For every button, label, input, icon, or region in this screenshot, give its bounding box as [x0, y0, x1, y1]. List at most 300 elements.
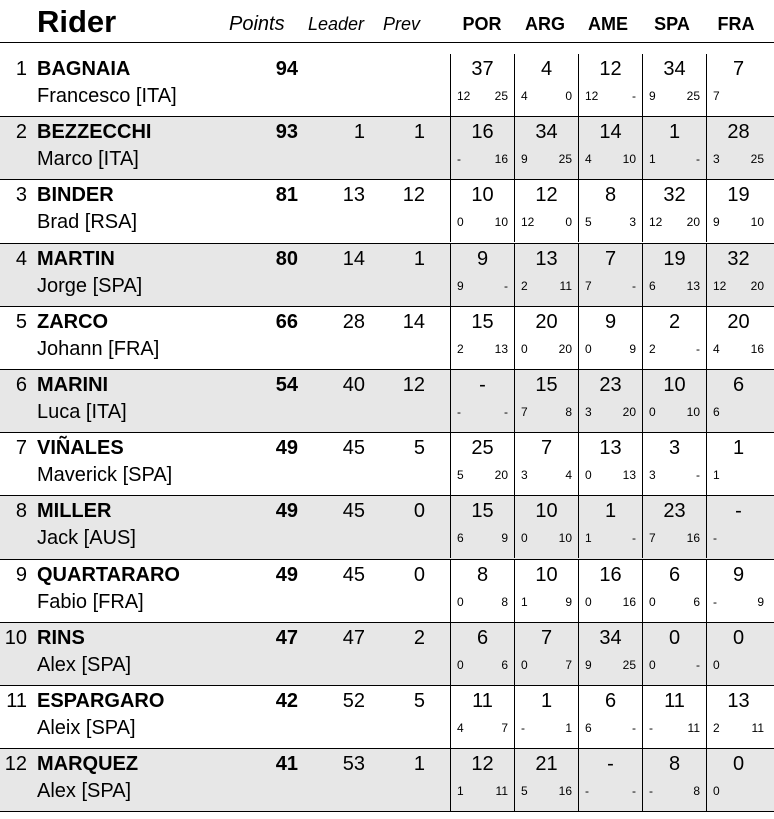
- race-result-cell: [514, 749, 578, 811]
- gap-to-previous: 0: [413, 500, 425, 523]
- rider-firstname-country: Aleix [SPA]: [37, 716, 136, 739]
- race-result-cell: [578, 307, 642, 369]
- race-total: 32: [663, 184, 686, 207]
- race-column-header-arg: ARG: [525, 14, 565, 34]
- race-sprint-points: 0: [457, 657, 464, 672]
- race-sprint-points: 5: [521, 784, 528, 799]
- race-main-points: 0: [565, 89, 572, 103]
- race-main-points: 25: [686, 89, 700, 103]
- race-result-cell: [514, 117, 578, 179]
- race-result-cell: [578, 244, 642, 306]
- race-sprint-points: -: [457, 152, 461, 167]
- race-result-cell: [450, 307, 514, 369]
- rider-surname: RINS: [37, 626, 85, 649]
- rider-position: 6: [15, 373, 27, 396]
- race-main-points: 3: [629, 215, 636, 230]
- race-result-cell: [642, 180, 706, 242]
- rider-firstname-country: Fabio [FRA]: [37, 590, 144, 613]
- race-sprint-points: 6: [649, 278, 656, 293]
- race-total: 1: [732, 437, 745, 460]
- rider-surname: MARTIN: [37, 247, 115, 270]
- race-total: 28: [727, 121, 750, 144]
- rider-position: 11: [6, 689, 27, 712]
- rider-position: 2: [15, 121, 27, 144]
- race-result-cell: [450, 496, 514, 558]
- race-result-cell: [578, 370, 642, 432]
- race-main-points: 25: [494, 89, 508, 103]
- rider-firstname-country: Marco [ITA]: [37, 148, 139, 171]
- table-row: [0, 370, 774, 433]
- race-sprint-points: -: [457, 404, 461, 419]
- table-row: [0, 433, 774, 496]
- gap-to-leader: 28: [342, 310, 365, 333]
- race-main-points: 16: [494, 152, 508, 167]
- race-result-cell: [450, 560, 514, 622]
- race-main-points: 13: [686, 278, 700, 293]
- race-result-cell: [706, 496, 770, 558]
- table-row: [0, 180, 774, 243]
- race-result-cell: [642, 117, 706, 179]
- race-main-points: 25: [558, 152, 572, 167]
- table-row: [0, 749, 774, 812]
- race-main-points: 20: [686, 215, 700, 230]
- rider-points: 41: [275, 753, 298, 776]
- gap-to-leader: 14: [342, 247, 365, 270]
- race-sprint-points: 0: [457, 215, 464, 230]
- gap-to-leader: 45: [342, 500, 365, 523]
- race-sprint-points: 0: [521, 531, 528, 546]
- race-result-cell: [578, 749, 642, 811]
- race-total: 6: [604, 689, 617, 712]
- table-row: [0, 496, 774, 559]
- race-total: -: [479, 373, 486, 396]
- race-total: 10: [535, 563, 558, 586]
- race-main-points: -: [632, 720, 636, 735]
- race-total: 11: [472, 689, 493, 712]
- race-sprint-points: 0: [713, 657, 720, 672]
- race-total: 4: [540, 58, 553, 80]
- race-result-cell: [706, 180, 770, 242]
- gap-to-leader: 40: [342, 373, 365, 396]
- race-sprint-points: -: [713, 531, 717, 546]
- race-total: 25: [471, 437, 494, 460]
- race-sprint-points: 0: [521, 341, 528, 356]
- race-sprint-points: 4: [521, 89, 528, 103]
- race-total: 34: [599, 626, 622, 649]
- race-result-cell: [450, 370, 514, 432]
- race-total: 7: [732, 58, 745, 80]
- race-sprint-points: -: [649, 784, 653, 799]
- gap-to-previous: 14: [402, 310, 425, 333]
- race-result-cell: [706, 749, 770, 811]
- race-sprint-points: 1: [585, 531, 592, 546]
- race-main-points: 16: [622, 594, 636, 609]
- race-main-points: 11: [751, 720, 764, 735]
- race-sprint-points: 5: [457, 468, 464, 483]
- race-sprint-points: 4: [713, 341, 720, 356]
- gap-to-previous: 1: [413, 121, 425, 144]
- race-main-points: -: [696, 152, 700, 167]
- race-result-cell: [578, 180, 642, 242]
- race-result-cell: [578, 117, 642, 179]
- race-main-points: 1: [565, 720, 572, 735]
- rider-firstname-country: Brad [RSA]: [37, 211, 138, 234]
- rider-position: 4: [15, 247, 27, 270]
- race-sprint-points: 0: [457, 594, 464, 609]
- race-result-cell: [642, 307, 706, 369]
- rider-position: 7: [15, 437, 27, 460]
- race-sprint-points: 3: [521, 468, 528, 483]
- race-result-cell: [578, 54, 642, 116]
- race-sprint-points: 9: [649, 89, 656, 103]
- leader-column-header: Leader: [308, 14, 365, 34]
- race-main-points: 8: [501, 594, 508, 609]
- race-main-points: 9: [629, 341, 636, 356]
- rider-surname: MILLER: [37, 500, 112, 523]
- race-sprint-points: 0: [649, 594, 656, 609]
- race-sprint-points: 7: [649, 531, 656, 546]
- rider-firstname-country: Alex [SPA]: [37, 780, 132, 803]
- rider-points: 42: [275, 689, 298, 712]
- race-main-points: -: [632, 278, 636, 293]
- race-main-points: 16: [686, 531, 700, 546]
- rider-surname: BEZZECCHI: [37, 121, 152, 144]
- race-total: 3: [668, 437, 681, 460]
- race-result-cell: [642, 496, 706, 558]
- rider-position: 10: [4, 626, 27, 649]
- race-sprint-points: 4: [585, 152, 592, 167]
- race-sprint-points: 0: [713, 784, 720, 799]
- race-sprint-points: 7: [585, 278, 592, 293]
- race-total: 10: [471, 184, 494, 207]
- gap-to-leader: 1: [353, 121, 365, 144]
- race-result-cell: [578, 623, 642, 685]
- rider-position: 12: [4, 753, 27, 776]
- race-main-points: 8: [693, 784, 700, 799]
- race-result-cell: [514, 560, 578, 622]
- race-result-cell: [642, 749, 706, 811]
- table-row: [0, 623, 774, 686]
- gap-to-leader: 45: [342, 437, 365, 460]
- race-main-points: -: [632, 89, 636, 103]
- race-total: 23: [663, 500, 686, 523]
- race-sprint-points: 4: [457, 720, 464, 735]
- table-row: [0, 117, 774, 180]
- race-sprint-points: 9: [521, 152, 528, 167]
- race-main-points: 20: [494, 468, 508, 483]
- race-main-points: 20: [750, 278, 764, 293]
- race-sprint-points: -: [713, 594, 717, 609]
- race-total: 7: [540, 626, 553, 649]
- race-total: 34: [535, 121, 558, 144]
- race-total: 10: [663, 373, 686, 396]
- race-total: 15: [471, 500, 494, 523]
- race-sprint-points: 6: [585, 720, 592, 735]
- race-result-cell: [642, 370, 706, 432]
- race-total: 15: [471, 310, 494, 333]
- race-main-points: 6: [501, 657, 508, 672]
- race-result-cell: [450, 749, 514, 811]
- race-total: 7: [540, 437, 553, 460]
- rider-surname: BAGNAIA: [37, 58, 131, 80]
- race-total: 23: [599, 373, 622, 396]
- race-result-cell: [706, 307, 770, 369]
- race-main-points: -: [504, 278, 508, 293]
- race-result-cell: [450, 117, 514, 179]
- rider-firstname-country: Luca [ITA]: [37, 400, 127, 423]
- gap-to-previous: 12: [402, 373, 425, 396]
- race-sprint-points: 2: [457, 341, 464, 356]
- race-total: 6: [732, 373, 745, 396]
- race-total: 9: [732, 563, 745, 586]
- race-result-cell: [578, 496, 642, 558]
- rider-surname: MARQUEZ: [37, 753, 139, 776]
- race-total: 1: [540, 689, 553, 712]
- race-total: -: [607, 753, 614, 776]
- race-total: 6: [668, 563, 681, 586]
- race-sprint-points: 5: [585, 215, 592, 230]
- race-total: 14: [599, 121, 622, 144]
- rider-firstname-country: Maverick [SPA]: [37, 464, 173, 487]
- race-main-points: 4: [565, 468, 572, 483]
- race-total: 21: [535, 753, 558, 776]
- race-result-cell: [514, 623, 578, 685]
- race-sprint-points: 1: [457, 784, 464, 799]
- race-total: 16: [599, 563, 622, 586]
- race-sprint-points: 1: [713, 468, 720, 483]
- race-main-points: 16: [750, 341, 764, 356]
- rider-points: 49: [275, 500, 298, 523]
- race-result-cell: [706, 244, 770, 306]
- race-sprint-points: 6: [713, 404, 720, 419]
- race-result-cell: [578, 560, 642, 622]
- race-result-cell: [642, 244, 706, 306]
- race-sprint-points: 12: [713, 278, 727, 293]
- race-sprint-points: 12: [457, 89, 471, 103]
- race-total: 13: [599, 437, 622, 460]
- race-result-cell: [514, 433, 578, 495]
- rider-points: 49: [275, 437, 298, 460]
- gap-to-previous: 0: [413, 563, 425, 586]
- race-total: 8: [604, 184, 617, 207]
- race-total: 13: [535, 247, 558, 270]
- rider-points: 47: [275, 626, 298, 649]
- race-result-cell: [578, 686, 642, 748]
- race-main-points: 10: [750, 215, 764, 230]
- race-main-points: -: [632, 531, 636, 546]
- race-total: 34: [663, 58, 686, 80]
- rider-surname: ZARCO: [37, 310, 109, 333]
- race-total: 7: [604, 247, 617, 270]
- race-main-points: 8: [565, 404, 572, 419]
- race-main-points: -: [696, 657, 700, 672]
- race-total: 12: [471, 753, 494, 776]
- race-total: 9: [476, 247, 489, 270]
- race-sprint-points: 3: [585, 404, 592, 419]
- rider-firstname-country: Francesco [ITA]: [37, 85, 177, 107]
- race-main-points: -: [504, 404, 508, 419]
- race-total: 16: [471, 121, 494, 144]
- race-result-cell: [450, 244, 514, 306]
- table-row: [0, 54, 774, 117]
- race-main-points: 9: [565, 594, 572, 609]
- race-result-cell: [514, 686, 578, 748]
- race-total: 20: [727, 310, 750, 333]
- gap-to-leader: 45: [342, 563, 365, 586]
- table-row: [0, 560, 774, 623]
- race-total: 1: [668, 121, 681, 144]
- race-main-points: 9: [501, 531, 508, 546]
- race-total: 0: [732, 626, 745, 649]
- rider-points: 94: [275, 58, 298, 80]
- race-total: -: [735, 500, 742, 523]
- race-main-points: -: [696, 468, 700, 483]
- race-total: 20: [535, 310, 558, 333]
- race-sprint-points: -: [649, 720, 653, 735]
- race-sprint-points: 1: [649, 152, 656, 167]
- race-main-points: 7: [501, 720, 508, 735]
- race-sprint-points: 12: [521, 215, 535, 230]
- rider-position: 1: [15, 58, 27, 80]
- race-result-cell: [514, 180, 578, 242]
- race-result-cell: [642, 433, 706, 495]
- race-main-points: 10: [622, 152, 636, 167]
- race-main-points: 13: [622, 468, 636, 483]
- table-body: [0, 54, 774, 812]
- race-result-cell: [450, 180, 514, 242]
- table-row: [0, 686, 774, 749]
- rider-surname: BINDER: [37, 184, 114, 207]
- race-sprint-points: 7: [713, 89, 720, 103]
- race-main-points: 10: [494, 215, 508, 230]
- race-result-cell: [514, 496, 578, 558]
- prev-column-header: Prev: [383, 14, 421, 34]
- race-sprint-points: 0: [521, 657, 528, 672]
- gap-to-previous: 1: [413, 753, 425, 776]
- rider-position: 3: [15, 184, 27, 207]
- race-result-cell: [514, 54, 578, 116]
- race-total: 19: [663, 247, 686, 270]
- rider-points: 49: [275, 563, 298, 586]
- race-main-points: 25: [750, 152, 764, 167]
- race-sprint-points: 1: [521, 594, 528, 609]
- race-result-cell: [706, 686, 770, 748]
- rider-firstname-country: Jack [AUS]: [37, 527, 136, 550]
- gap-to-previous: 1: [413, 247, 425, 270]
- race-column-header-fra: FRA: [717, 14, 755, 34]
- race-result-cell: [706, 560, 770, 622]
- race-total: 32: [727, 247, 750, 270]
- race-total: 12: [599, 58, 622, 80]
- race-column-header-ame: AME: [588, 14, 628, 34]
- gap-to-leader: 47: [342, 626, 365, 649]
- race-sprint-points: 3: [649, 468, 656, 483]
- race-sprint-points: -: [521, 720, 525, 735]
- race-column-header-por: POR: [462, 14, 502, 34]
- race-result-cell: [706, 623, 770, 685]
- race-sprint-points: -: [585, 784, 589, 799]
- rider-surname: VIÑALES: [37, 437, 124, 460]
- points-column-header: Points: [229, 13, 285, 35]
- race-main-points: 10: [686, 404, 700, 419]
- rider-surname: MARINI: [37, 373, 109, 396]
- gap-to-previous: 2: [413, 626, 425, 649]
- race-total: 13: [727, 689, 750, 712]
- race-result-cell: [450, 686, 514, 748]
- race-main-points: 7: [565, 657, 572, 672]
- race-total: 1: [604, 500, 617, 523]
- race-sprint-points: 7: [521, 404, 528, 419]
- race-sprint-points: 0: [585, 341, 592, 356]
- gap-to-leader: 53: [342, 753, 365, 776]
- race-result-cell: [578, 433, 642, 495]
- race-total: 8: [476, 563, 489, 586]
- race-result-cell: [642, 623, 706, 685]
- race-main-points: 10: [558, 531, 572, 546]
- race-sprint-points: 6: [457, 531, 464, 546]
- race-total: 2: [668, 310, 681, 333]
- race-main-points: 25: [622, 657, 636, 672]
- race-total: 0: [668, 626, 681, 649]
- race-total: 37: [471, 58, 494, 80]
- race-result-cell: [706, 370, 770, 432]
- gap-to-leader: 52: [342, 689, 365, 712]
- race-total: 6: [476, 626, 489, 649]
- race-result-cell: [642, 560, 706, 622]
- race-sprint-points: 9: [457, 278, 464, 293]
- rider-points: 54: [275, 373, 298, 396]
- race-sprint-points: 2: [649, 341, 656, 356]
- rider-firstname-country: Jorge [SPA]: [37, 274, 143, 297]
- rider-surname: QUARTARARO: [37, 563, 180, 586]
- race-result-cell: [642, 54, 706, 116]
- gap-to-previous: 5: [413, 689, 425, 712]
- rider-column-header: Rider: [37, 4, 117, 39]
- rider-points: 66: [275, 310, 298, 333]
- race-sprint-points: 3: [713, 152, 720, 167]
- race-total: 0: [732, 753, 745, 776]
- gap-to-leader: 13: [342, 184, 365, 207]
- race-main-points: 11: [687, 720, 700, 735]
- race-sprint-points: 0: [585, 594, 592, 609]
- race-sprint-points: 2: [713, 720, 720, 735]
- rider-position: 5: [15, 310, 27, 333]
- race-main-points: -: [696, 341, 700, 356]
- rider-firstname-country: Johann [FRA]: [37, 337, 160, 360]
- rider-points: 93: [275, 121, 298, 144]
- race-sprint-points: 12: [585, 89, 599, 103]
- race-main-points: 6: [693, 594, 700, 609]
- race-total: 10: [535, 500, 558, 523]
- rider-position: 9: [15, 563, 27, 586]
- race-total: 12: [535, 184, 558, 207]
- race-total: 9: [604, 310, 617, 333]
- race-sprint-points: 9: [713, 215, 720, 230]
- race-result-cell: [642, 686, 706, 748]
- race-main-points: 11: [559, 278, 572, 293]
- race-main-points: 0: [565, 215, 572, 230]
- race-main-points: 13: [494, 341, 508, 356]
- race-result-cell: [450, 623, 514, 685]
- race-result-cell: [514, 370, 578, 432]
- rider-points: 80: [275, 247, 298, 270]
- race-result-cell: [450, 54, 514, 116]
- rider-position: 8: [15, 500, 27, 523]
- race-total: 15: [535, 373, 558, 396]
- rider-points: 81: [275, 184, 298, 207]
- race-main-points: 9: [757, 594, 764, 609]
- race-sprint-points: 2: [521, 278, 528, 293]
